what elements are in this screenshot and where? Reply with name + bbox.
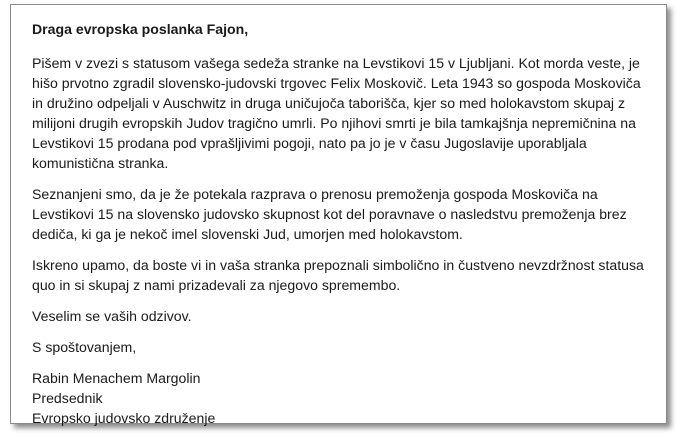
signature-title: Predsednik: [32, 390, 103, 406]
signature-name: Rabin Menachem Margolin: [32, 370, 201, 386]
salutation: Draga evropska poslanka Fajon,: [32, 21, 249, 37]
paragraph-property-history: Pišem v zvezi s statusom vašega sedeža stranke na Levstikovi 15 v Ljubljani. Kot morda veste, je hišo prvotno zgradil slovensko-judovski trgovec Felix Moskovič. Leta 1943 so gospoda Moskoviča in družino odpeljali v Auschwitz in druga uničujoča taborišča, kjer so med holokavstom skupaj z milijoni drugih evropskih Judov tragično umrli. Po njihovi smrti je bila tamkajšnja nepremičnina na Levstikovi 15 prodana pod vprašljivimi pogoji, nato pa jo je v času Jugoslavije uporabljala komunistična stranka.: [32, 55, 641, 171]
paragraph-transfer-discussion: Seznanjeni smo, da je že potekala razprava o prenosu premoženja gospoda Moskoviča na Levstikovi 15 na slovensko judovsko skupnost kot del poravnave o nasledstvu premoženja brez dediča, ki ga je nekoč imel slovenski Jud, umorjen med holokavstom.: [32, 186, 627, 242]
paragraph-request: Iskreno upamo, da boste vi in vaša stranka prepoznali simbolično in čustveno nevzdržnost statusa quo in si skupaj z nami prizadevali za njegovo spremembo.: [32, 257, 644, 293]
letter-document: [10, 4, 667, 424]
signature-block: [32, 368, 648, 428]
paragraph-looking-forward: Veselim se vaših odzivov.: [32, 308, 192, 324]
closing: S spoštovanjem,: [32, 339, 137, 355]
signature-organization: Evropsko judovsko združenje: [32, 410, 216, 426]
